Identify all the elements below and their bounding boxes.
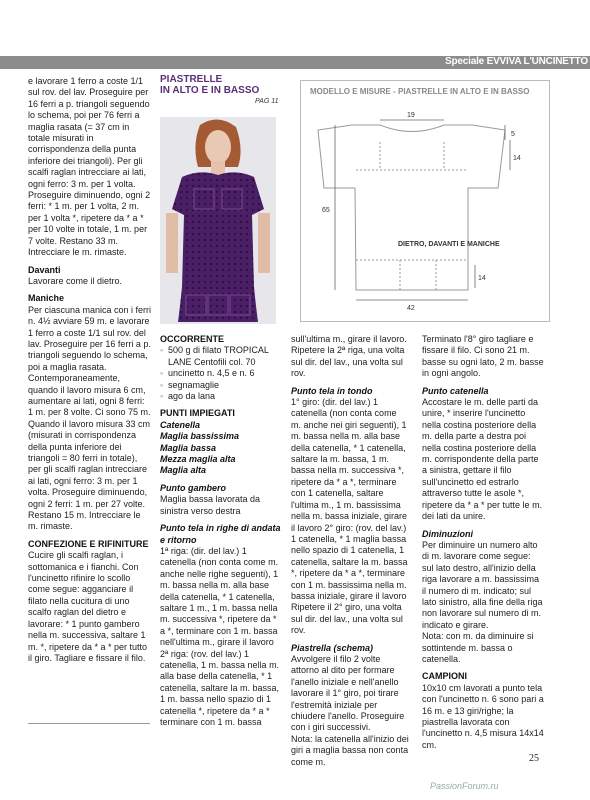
stitch-name: Catenella [160,419,201,430]
list-item: ◦ ago da lana [160,391,282,402]
paragraph: Terminato l'8° giro tagliare e fissare il filo. Ci sono 21 m. basse su ogni lato, 2 m. basse in ogni angolo. [422,334,544,379]
section-heading-occorrente: OCCORRENTE [160,334,225,344]
model-photo [160,117,276,324]
list-item: ◦ segnamaglie [160,380,282,391]
model-title-line2: IN ALTO E IN BASSO [160,85,260,96]
section-heading-davanti: Davanti [28,264,61,275]
stitch-name: Maglia bassissima [160,431,240,442]
paragraph: e lavorare 1 ferro a coste 1/1 sul rov. del lav. Proseguire per 16 ferri a p. triangoli seguendo lo schema, poi per 76 ferri a maglia rasata (= 37 cm in totale misurati in corrispondenza della punta inferiore dei triangoli). Per gli scalfi raglan intrecciare ai lati, ogni ferro: 3 m. per 1 volta. Proseguire diminuendo, ogni 2 ferri: * 1 m. per 1 volta, 2 m. per 1 volta *, ripetere da * a * per 10 volte in totale, 1 m. per 7 volte. Restano 33 m. Intrecciare le m. rimaste. [28,76,151,258]
page-reference: PAG 11 [255,98,279,105]
section-heading-tondo: Punto tela in tondo [291,385,373,396]
note: Nota: la catenella all'inizio dei giri a maglia bassa non conta come m. [291,733,409,767]
column-3 [291,334,409,768]
diagram-title: MODELLO E MISURE - PIASTRELLE IN ALTO E IN BASSO [310,87,530,96]
section-heading-righe: Punto tela in righe di andata e ritorno [160,523,281,545]
page-number: 25 [529,753,539,764]
section-heading-piastrella: Piastrella (schema) [291,642,374,653]
measure-65: 65 [322,207,330,214]
column-4 [422,334,544,751]
measure-14-bottom: 14 [478,275,486,282]
paragraph: Maglia bassa lavorata da sinistra verso destra [160,494,261,516]
paragraph: Per diminuire un numero alto di m. lavorare come segue: sul lato destro, all'inizio della riga lavorare a m. bassissima il numero di m. indicato; sul lato sinistro, alla fine della riga non lavorare sul numero di m. indicato e girare. [422,539,543,630]
section-heading-confezione: CONFEZIONE E RIFINITURE [28,538,149,549]
list-item: ◦ 500 g di filato TROPICAL LANE Centofili col. 70 [160,345,282,368]
measure-42: 42 [407,305,415,312]
stitch-name: Maglia bassa [160,442,217,453]
list-item: ◦ uncinetto n. 4,5 e n. 6 [160,368,282,379]
paragraph: 10x10 cm lavorati a punto tela con l'uncinetto n. 6 sono pari a 16 m. e 13 giri/righe; la piastrella lavorata con l'uncinetto n. 4,5 misura 14x14 cm. [422,682,544,750]
section-heading-catenella: Punto catenella [422,385,489,396]
paragraph: sull'ultima m., girare il lavoro. Ripetere la 2ª riga, una volta sul dir. del lav., una volta sul rov. [291,334,407,379]
column-2 [160,334,282,728]
paragraph: 1ª riga: (dir. del lav.) 1 catenella (non conta come m. anche nelle righe seguenti), 1 m. bassa nella m. alla base della catenella, * 1 catenella, saltare 1 m., 1 m. bassa nella m. successiva *, ripetere da * a *, terminare con 1 m. bassa nell'ultima m., girare il lavoro 2ª riga: (rov. del lav.) 1 catenella, 1 m. bassa nella m. alla base della catenella, * 1 catenella, saltare la m. bassa, 1 m. bassa nello spazio di 1 catenella *, ripetere da * a * terminare con 1 m. bassa [160,545,280,727]
paragraph: Avvolgere il filo 2 volte attorno al dito per formare l'anello iniziale e nell'anello lavorare il 1° giro, poi tirare l'estremità iniziale per chiudere l'anello. Proseguire con i giri successivi. [291,653,405,733]
section-heading-punti: PUNTI IMPIEGATI [160,408,235,419]
diagram-label: DIETRO, DAVANTI E MANICHE [398,241,500,248]
section-heading-diminuzioni: Diminuzioni [422,528,473,539]
stitch-name: Mezza maglia alta [160,454,236,465]
section-heading-gambero: Punto gambero [160,482,227,493]
paragraph: Accostare le m. delle parti da unire, * inserire l'uncinetto nella costina posteriore della m. della parte a destra poi nella costina posteriore della m. corrispondente della parte a sinistra, gettare il filo sull'uncinetto ed estrarlo attraverso tutte le asole *, ripetere da * a * per tutte le m. dei lati da unire. [422,397,543,522]
model-title-line1: PIASTRELLE [160,74,223,85]
measure-19: 19 [407,112,415,119]
measurement-diagram [300,80,548,320]
section-heading-campioni: CAMPIONI [422,671,467,682]
sweater-illustration [160,117,276,324]
watermark: PassionForum.ru [430,781,499,791]
section-heading-maniche: Maniche [28,293,65,304]
paragraph: 1° giro: (dir. del lav.) 1 catenella (non conta come m. anche nei giri seguenti), 1 m. bassa nella m. alla base della catenella, * 1 catenella, saltare la m. bassa, 1 m. bassa nella m. successiva *, ripetere da * a *, terminare con 1 catenella, saltare l'ultima m., 1 m. bassissima nella m. bassa iniziale, girare il lavoro 2° giro: (rov. del lav.) 1 catenella, * 1 maglia bassa nello spazio di 1 catenella, 1 catenella, saltare la m. bassa *, ripetere da * a *, terminare con 1 m. bassissima nella m. bassa iniziale, girare il lavoro Ripetere il 2° giro, una volta sul dir. del lav., una volta sul rov. [291,397,408,636]
paragraph: Lavorare come il dietro. [28,275,123,286]
note: Nota: con m. da diminuire si sottintende m. bassa o catenella. [422,631,534,664]
paragraph: Per ciascuna manica con i ferri n. 4½ avviare 59 m. e lavorare 1 ferro a coste 1/1 sul rov. del lav. Proseguire per 16 ferri a p. triangoli seguendo lo schema, poi a maglia rasata. Contemporaneamente, quando il lavoro misura 6 cm, aumentare ai lati, ogni 8 ferri: 1 m. per 8 volte. Ci sono 75 m. Quando il lavoro misura 33 cm (misurati in corrispondenza della punta inferiore dei triangoli = 80 ferri in totale), per gli scalfi raglan intrecciare ai lati, ogni ferro: 3 m. per 1 volta. Proseguire diminuendo, ogni 2 ferri: 1 m. per 27 volte. Restano 15 m. Intrecciare le m. rimaste. [28,304,152,532]
header-text: Speciale EVVIVA L'UNCINETTO [445,56,588,67]
measure-14: 14 [513,155,521,162]
footer-rule [28,721,150,726]
paragraph: Cucire gli scalfi raglan, i sottomanica e i fianchi. Con l'uncinetto rifinire lo scollo come segue: agganciare il filato nella cucitura di uno scalfo raglan del dietro e lavorare: * 1 punto gambero nella m. successiva, saltare 1 m. *, ripetere da * a * per tutto il giro. Tagliare e fissare il filo. [28,550,148,663]
column-1 [28,76,152,664]
measure-5: 5 [511,131,515,138]
model-title [160,74,280,96]
stitch-name: Maglia alta [160,465,207,476]
